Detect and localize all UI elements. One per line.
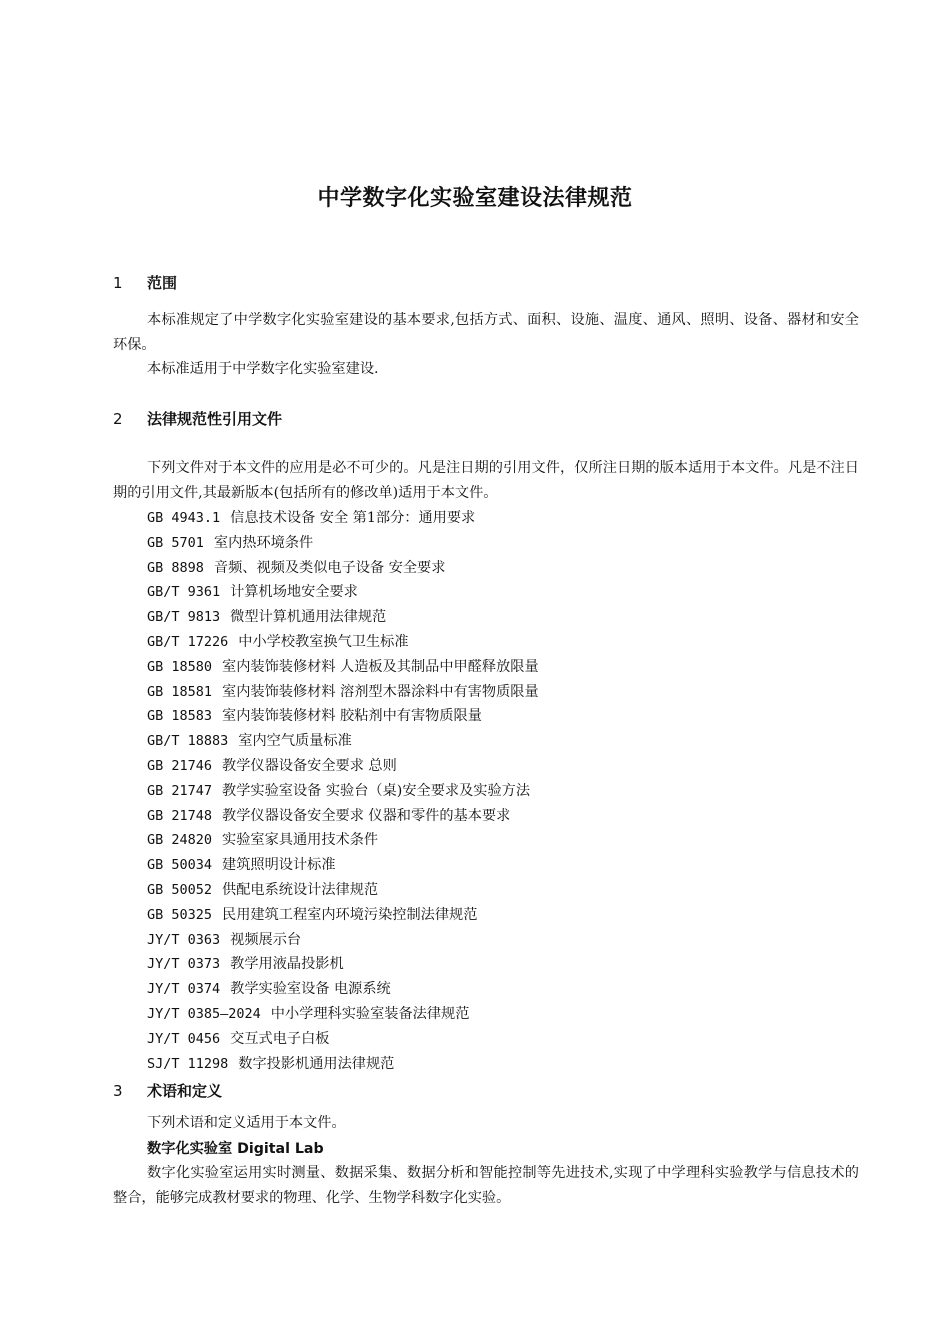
reference-item xyxy=(147,580,539,605)
section-1-scope-paragraph: 本标准规定了中学数字化实验室建设的基本要求,包括方式、面积、设施、温度、通风、照明、设备、器材和安全环保。 xyxy=(113,312,859,353)
section-1-number: 1 xyxy=(113,274,123,292)
reference-title: 室内装饰装修材料 溶剂型木器涂料中有害物质限量 xyxy=(222,683,539,700)
reference-item xyxy=(147,853,539,878)
reference-item xyxy=(147,704,539,729)
reference-code: GB 4943.1 xyxy=(147,510,221,526)
reference-item xyxy=(147,928,539,953)
reference-code: GB 18580 xyxy=(147,658,213,675)
reference-code: GB/T 9361 xyxy=(147,584,221,601)
reference-item xyxy=(147,556,539,581)
reference-item xyxy=(147,729,539,754)
reference-title: 教学实验室设备 电源系统 xyxy=(230,981,391,998)
section-2-heading xyxy=(113,407,282,431)
reference-title: 微型计算机通用法律规范 xyxy=(230,609,387,626)
reference-title: 视频展示台 xyxy=(230,931,302,948)
section-2-intro-paragraph: 下列文件对于本文件的应用是必不可少的。凡是注日期的引用文件，仅所注日期的版本适用于本文件。凡是不注日期的引用文件,其最新版本(包括所有的修改单)适用于本文件。 xyxy=(113,460,859,501)
section-2-number: 2 xyxy=(113,410,123,428)
reference-item xyxy=(147,754,539,779)
reference-code: GB/T 17226 xyxy=(147,633,229,650)
reference-code: JY/T 0385—2024 xyxy=(147,1005,261,1022)
reference-code: GB 24820 xyxy=(147,832,213,849)
reference-item xyxy=(147,903,539,928)
reference-item xyxy=(147,878,539,903)
reference-title: 中小学校教室换气卫生标准 xyxy=(238,633,409,650)
reference-item xyxy=(147,1052,539,1077)
reference-code: GB 50325 xyxy=(147,906,213,923)
reference-item xyxy=(147,952,539,977)
reference-title: 室内装饰装修材料 胶粘剂中有害物质限量 xyxy=(222,708,482,725)
section-3-title: 术语和定义 xyxy=(147,1082,223,1100)
reference-item xyxy=(147,804,539,829)
reference-item xyxy=(147,977,539,1002)
reference-title: 教学用液晶投影机 xyxy=(230,956,344,973)
reference-code: GB/T 18883 xyxy=(147,733,229,750)
reference-title: 室内装饰装修材料 人造板及其制品中甲醛释放限量 xyxy=(222,658,539,675)
reference-item xyxy=(147,680,539,705)
reference-title: 教学仪器设备安全要求 仪器和零件的基本要求 xyxy=(222,807,511,824)
reference-code: JY/T 0363 xyxy=(147,931,221,948)
reference-item xyxy=(147,605,539,630)
reference-title: 教学实验室设备 实验台（桌)安全要求及实验方法 xyxy=(222,782,531,799)
section-1-title: 范围 xyxy=(147,274,178,292)
reference-item xyxy=(147,779,539,804)
section-3-number: 3 xyxy=(113,1082,123,1100)
reference-code: GB 21746 xyxy=(147,757,213,774)
reference-code: GB 5701 xyxy=(147,534,204,551)
reference-item xyxy=(147,630,539,655)
reference-title: 信息技术设备 安全 第1部分：通用要求 xyxy=(230,510,476,526)
reference-item xyxy=(147,828,539,853)
reference-code: JY/T 0456 xyxy=(147,1030,221,1047)
section-1-applicability-paragraph: 本标准适用于中学数字化实验室建设. xyxy=(147,361,379,377)
reference-item xyxy=(147,655,539,680)
reference-title: 交互式电子白板 xyxy=(230,1030,330,1047)
reference-title: 实验室家具通用技术条件 xyxy=(222,832,379,849)
reference-title: 数字投影机通用法律规范 xyxy=(238,1055,395,1072)
reference-title: 中小学理科实验室装备法律规范 xyxy=(270,1005,470,1022)
reference-code: GB 50052 xyxy=(147,881,213,898)
term-digital-lab: 数字化实验室 Digital Lab xyxy=(147,1141,324,1157)
reference-title: 计算机场地安全要求 xyxy=(230,584,358,601)
section-2-title: 法律规范性引用文件 xyxy=(147,410,283,428)
reference-code: GB 21747 xyxy=(147,782,213,799)
reference-code: GB/T 9813 xyxy=(147,609,221,626)
reference-title: 室内空气质量标准 xyxy=(238,733,352,750)
reference-item xyxy=(147,1027,539,1052)
reference-item xyxy=(147,506,539,531)
reference-title: 教学仪器设备安全要求 总则 xyxy=(222,757,397,774)
term-definition-paragraph: 数字化实验室运用实时测量、数据采集、数据分析和智能控制等先进技术,实现了中学理科实验教学与信息技术的整合，能够完成教材要求的物理、化学、生物学科数字化实验。 xyxy=(113,1165,859,1206)
reference-item xyxy=(147,531,539,556)
reference-title: 民用建筑工程室内环境污染控制法律规范 xyxy=(222,906,478,923)
reference-title: 建筑照明设计标准 xyxy=(222,857,336,874)
reference-code: GB 8898 xyxy=(147,559,204,576)
reference-title: 供配电系统设计法律规范 xyxy=(222,881,379,898)
reference-code: GB 21748 xyxy=(147,807,213,824)
reference-item xyxy=(147,1002,539,1027)
section-3-intro-paragraph: 下列术语和定义适用于本文件。 xyxy=(147,1115,346,1131)
reference-title: 室内热环境条件 xyxy=(213,534,314,551)
reference-code: JY/T 0374 xyxy=(147,981,221,998)
reference-code: JY/T 0373 xyxy=(147,956,221,973)
reference-code: GB 50034 xyxy=(147,857,213,874)
reference-title: 音频、视频及类似电子设备 安全要求 xyxy=(213,559,446,576)
reference-code: GB 18581 xyxy=(147,683,213,700)
reference-code: GB 18583 xyxy=(147,708,213,725)
section-3-heading xyxy=(113,1079,222,1103)
section-1-heading xyxy=(113,271,177,295)
reference-list xyxy=(147,506,539,1076)
reference-code: SJ/T 11298 xyxy=(147,1055,229,1072)
document-title: 中学数字化实验室建设法律规范 xyxy=(317,186,633,211)
